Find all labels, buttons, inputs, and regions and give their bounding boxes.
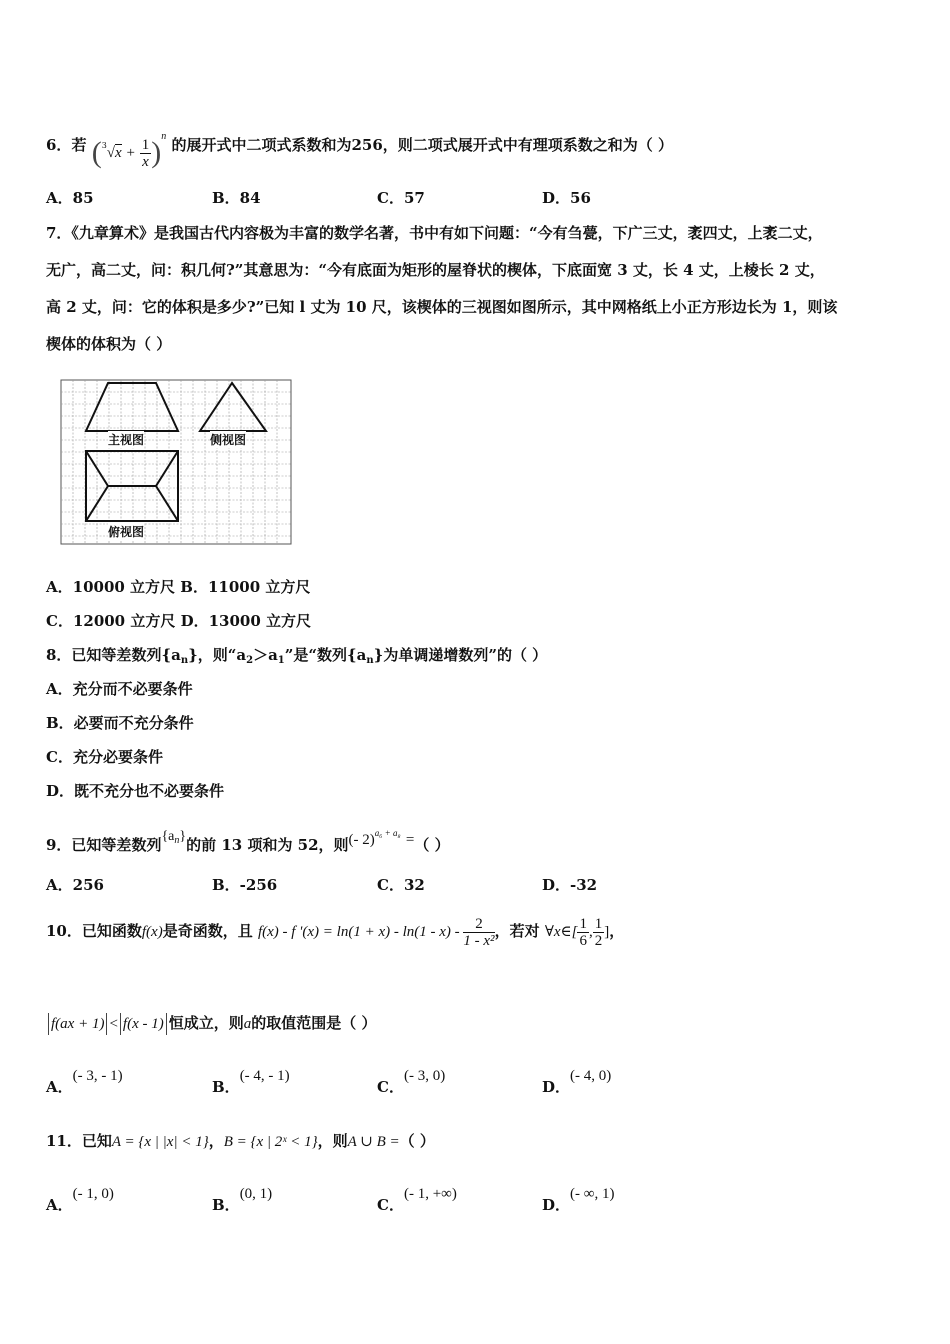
three-view-figure bbox=[60, 379, 292, 545]
q7-options-row2[interactable]: C．12000 立方尺 D．13000 立方尺 bbox=[46, 612, 311, 630]
q10-option-a[interactable]: A．(- 3, - 1) bbox=[46, 1068, 123, 1096]
q7-line1: 7．《九章算术》是我国古代内容极为丰富的数学名著，书中有如下问题：“今有刍甍，下广三丈，袤四丈，上袤二丈， bbox=[46, 224, 823, 242]
q8-option-b[interactable]: B．必要而不充分条件 bbox=[46, 714, 194, 732]
q6-option-a[interactable]: A．85 bbox=[46, 189, 94, 207]
q10-stem-line1: 10．已知函数f(x)是奇函数，且 f(x) - f '(x) = ln(1 + x) - ln(1 - x) - $\frac{2}{\text{1 - x²}}$ ，若对 ∀x∈[ $\frac{1}{6}$ , $\frac{1}{2}$ ]， bbox=[46, 915, 625, 949]
q10-option-d[interactable]: D．(- 4, 0) bbox=[542, 1068, 612, 1096]
q7-line4: 楔体的体积为（ ） bbox=[46, 335, 172, 353]
q11-option-a[interactable]: A．(- 1, 0) bbox=[46, 1186, 114, 1214]
q9-option-c[interactable]: C．32 bbox=[377, 876, 425, 894]
q9-stem: 9．已知等差数列$\{a_n\}$的前 13 项和为 52，则(- 2)$^{a_6 + a_8}$ =（ ） bbox=[46, 828, 450, 854]
q6-option-b[interactable]: B．84 bbox=[212, 189, 261, 207]
q11-option-d[interactable]: D．(- ∞, 1) bbox=[542, 1186, 615, 1214]
q7-line2: 无广，高二丈，问：积几何?”其意思为：“今有底面为矩形的屋脊状的楔体，下底面宽 3 丈，长 4 丈，上棱长 2 丈， bbox=[46, 261, 825, 279]
q8-option-d[interactable]: D．既不充分也不必要条件 bbox=[46, 782, 225, 800]
q9-option-b[interactable]: B．-256 bbox=[212, 876, 278, 894]
q6-option-d[interactable]: D．56 bbox=[542, 189, 591, 207]
q11-option-b[interactable]: B．(0, 1) bbox=[212, 1186, 273, 1214]
q7-line3: 高 2 丈，问：它的体积是多少?”已知 l 丈为 10 尺，该楔体的三视图如图所示，其中网格纸上小正方形边长为 1，则该 bbox=[46, 298, 838, 316]
q7-options-row1[interactable]: A．10000 立方尺 B．11000 立方尺 bbox=[46, 578, 311, 596]
q6-number: 6． bbox=[46, 135, 72, 154]
q11-option-c[interactable]: C．(- 1, +∞) bbox=[377, 1186, 457, 1214]
label-top-view: 俯视图 bbox=[108, 525, 145, 539]
q6-option-c[interactable]: C．57 bbox=[377, 189, 425, 207]
q6-expression: ($^3$√x + $\frac{1}{x}$ )$^n$ bbox=[91, 131, 167, 170]
label-front-view: 主视图 bbox=[108, 433, 145, 447]
q10-stem-line2: f(ax + 1) < f(x - 1) 恒成立，则a的取值范围是（ ） bbox=[46, 1010, 376, 1037]
q9-option-d[interactable]: D．-32 bbox=[542, 876, 598, 894]
q8-stem: 8．已知等差数列$\{a_n\}$，则“$a_2>a_1$”是“数列$\{a_n\}$为单调递增数列”的（ ） bbox=[46, 646, 548, 666]
q10-option-c[interactable]: C．(- 3, 0) bbox=[377, 1068, 446, 1096]
q11-stem: 11．已知A = {x | |x| < 1}，B = {x | 2ˣ < 1}，则A ∪ B =（ ） bbox=[46, 1132, 435, 1150]
q6-stem bbox=[46, 122, 673, 170]
q9-option-a[interactable]: A．256 bbox=[46, 876, 104, 894]
three-view-grid bbox=[60, 379, 292, 545]
q10-option-b[interactable]: B．(- 4, - 1) bbox=[212, 1068, 290, 1096]
q6-text: 的展开式中二项式系数和为256，则二项式展开式中有理项系数之和为（ ） bbox=[171, 135, 673, 154]
q8-option-c[interactable]: C．充分必要条件 bbox=[46, 748, 163, 766]
label-side-view: 侧视图 bbox=[210, 433, 247, 447]
q6-prefix: 若 bbox=[71, 135, 87, 154]
q8-option-a[interactable]: A．充分而不必要条件 bbox=[46, 680, 193, 698]
